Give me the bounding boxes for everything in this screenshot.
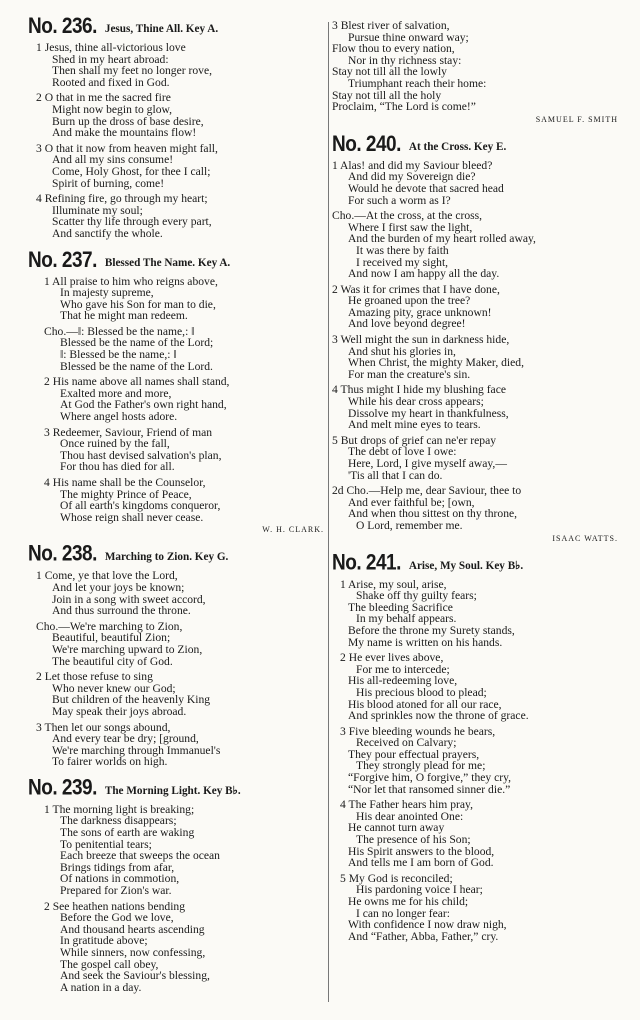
verse-line: And thousand hearts ascending xyxy=(60,922,205,936)
hymn-number: No. 239. xyxy=(28,776,97,801)
author-attribution: SAMUEL F. SMITH xyxy=(535,114,618,124)
verse-line: 3 Well might the sun in darkness hide, xyxy=(332,333,510,347)
verse-line: Might now begin to glow, xyxy=(52,102,173,116)
verse-line: That he might man redeem. xyxy=(60,309,188,323)
stanza xyxy=(28,326,324,372)
verse-line: At God the Father's own right hand, xyxy=(60,398,227,412)
verse-line: 2d Cho.—Help me, dear Saviour, thee to xyxy=(332,484,522,498)
verse-line: 1 All praise to him who reigns above, xyxy=(44,274,218,288)
left-column xyxy=(28,16,324,1003)
stanza xyxy=(28,427,324,473)
verse-line: 3 Blest river of salvation, xyxy=(332,19,450,32)
stanza xyxy=(332,726,618,796)
verse-line: 4 The Father hears him pray, xyxy=(340,798,473,812)
stanza xyxy=(28,143,324,189)
stanza xyxy=(332,873,618,943)
verse-line: 3 Five bleeding wounds he bears, xyxy=(340,724,496,738)
verse-line: Whose reign shall never cease. xyxy=(60,510,204,524)
verse-line: Who gave his Son for man to die, xyxy=(60,297,216,311)
verse-line: Of all earth's kingdoms conqueror, xyxy=(60,499,221,513)
verse-line: Cho.—At the cross, at the cross, xyxy=(332,209,483,223)
stanza xyxy=(332,20,618,113)
verse-line: Then shall my feet no longer rove, xyxy=(52,64,213,78)
verse-line: Each breeze that sweeps the ocean xyxy=(60,849,220,863)
verse-line: The darkness disappears; xyxy=(60,814,177,828)
verse-line: Shake off thy guilty fears; xyxy=(356,589,477,603)
verse-line: 2 His name above all names shall stand, xyxy=(44,375,230,389)
verse-line: And when thou sittest on thy throne, xyxy=(348,507,518,521)
verse-line: For me to intercede; xyxy=(356,662,450,676)
verse-line: Before the God we love, xyxy=(60,911,174,925)
author-attribution: W. H. CLARK. xyxy=(262,525,324,535)
verse-line: “Forgive him, O forgive,” they cry, xyxy=(348,771,512,785)
verse-line: Amazing pity, grace unknown! xyxy=(348,305,492,319)
verse-line: In majesty supreme, xyxy=(60,286,154,300)
stanza xyxy=(332,284,618,330)
verse-line: 2 He ever lives above, xyxy=(340,651,444,665)
verse-line: Cho.—‖: Blessed be the name,: ‖ xyxy=(44,324,195,338)
verse-line: Rooted and fixed in God. xyxy=(52,75,170,89)
verse-line: Join in a song with sweet accord, xyxy=(52,592,206,606)
hymn-title: Arise, My Soul. Key B♭. xyxy=(408,559,524,572)
verse-line: With confidence I now draw nigh, xyxy=(348,918,507,932)
verse-line: Beautiful, beautiful Zion; xyxy=(52,631,171,645)
verse-line: Cho.—We're marching to Zion, xyxy=(36,619,183,633)
verse-line: When Christ, the mighty Maker, died, xyxy=(348,356,524,370)
hymn-header xyxy=(28,247,324,272)
verse-line: Flow thou to every nation, xyxy=(332,42,455,56)
verse-line: 3 Redeemer, Saviour, Friend of man xyxy=(44,425,213,439)
verse-line: Blessed be the name of the Lord; xyxy=(60,336,214,350)
hymn-number: No. 240. xyxy=(332,132,401,157)
verse-line: The mighty Prince of Peace, xyxy=(60,487,192,501)
verse-line: Pursue thine onward way; xyxy=(348,30,469,44)
verse-line: And sanctify the whole. xyxy=(52,226,163,240)
stanza xyxy=(28,42,324,88)
verse-line: O Lord, remember me. xyxy=(356,518,463,532)
verse-line: Received on Calvary; xyxy=(356,736,457,750)
verse-line: 2 O that in me the sacred fire xyxy=(36,91,171,105)
verse-line: His blood atoned for all our race, xyxy=(348,697,502,711)
hymn-header xyxy=(332,134,618,156)
author-attribution: ISAAC WATTS. xyxy=(552,533,618,543)
verse-line: The sons of earth are waking xyxy=(60,826,195,840)
stanza xyxy=(28,722,324,768)
verse-line: 1 Alas! and did my Saviour bleed? xyxy=(332,158,493,172)
verse-line: Illuminate my soul; xyxy=(52,203,143,217)
verse-line: And shut his glories in, xyxy=(348,344,456,358)
hymn-header xyxy=(28,544,324,566)
verse-line: Scatter thy life through every part, xyxy=(52,215,212,229)
verse-line: He groaned upon the tree? xyxy=(348,294,471,308)
hymn xyxy=(332,20,618,124)
verse-line: Prepared for Zion's war. xyxy=(60,884,172,898)
verse-line: His Spirit answers to the blood, xyxy=(348,844,495,858)
verse-line: He owns me for his child; xyxy=(348,895,469,908)
stanza xyxy=(332,435,618,481)
stanza xyxy=(332,799,618,869)
stanza xyxy=(28,193,324,239)
verse-line: 2 Was it for crimes that I have done, xyxy=(332,282,500,296)
verse-line: The beautiful city of God. xyxy=(52,654,173,668)
verse-line: 1 The morning light is breaking; xyxy=(44,802,195,816)
verse-line: “Nor let that ransomed sinner die.” xyxy=(348,782,511,796)
hymn xyxy=(28,778,324,994)
verse-line: 5 But drops of grief can ne'er repay xyxy=(332,433,497,447)
hymn-title: Blessed The Name. Key A. xyxy=(104,256,231,269)
verse-line: I can no longer fear: xyxy=(356,906,450,920)
stanza xyxy=(28,621,324,667)
verse-line: Would he devote that sacred head xyxy=(348,181,504,195)
verse-line: It was there by faith xyxy=(356,243,449,257)
verse-line: May speak their joys abroad. xyxy=(52,704,187,718)
hymn-header xyxy=(332,550,618,576)
verse-line: 1 Jesus, thine all-victorious love xyxy=(36,41,186,54)
verse-line: Stay not till all the lowly xyxy=(332,65,447,79)
verse-line: Exalted more and more, xyxy=(60,386,172,400)
hymn-title: Marching to Zion. Key G. xyxy=(104,551,229,564)
verse-line: And make the mountains flow! xyxy=(52,126,197,140)
verse-line: Of nations in commotion, xyxy=(60,872,180,886)
verse-line: 1 Come, ye that love the Lord, xyxy=(36,569,178,583)
verse-line: Shed in my heart abroad: xyxy=(52,52,169,66)
verse-line: For man the creature's sin. xyxy=(348,367,471,381)
verse-line: Blessed be the name of the Lord. xyxy=(60,359,213,373)
verse-line: The bleeding Sacrifice xyxy=(348,600,453,614)
stanza xyxy=(28,671,324,717)
verse-line: In my behalf appears. xyxy=(356,612,457,626)
stanza xyxy=(28,901,324,994)
hymn-header xyxy=(28,16,324,38)
verse-line: 3 O that it now from heaven might fall, xyxy=(36,141,218,155)
verse-line: And tells me I am born of God. xyxy=(348,856,494,870)
stanza xyxy=(28,477,324,523)
verse-line: A nation in a day. xyxy=(60,980,142,994)
hymn-header xyxy=(28,778,324,800)
hymn xyxy=(28,247,324,535)
right-column xyxy=(332,16,618,952)
verse-line: But children of the heavenly King xyxy=(52,693,211,707)
verse-line: 4 Thus might I hide my blushing face xyxy=(332,383,506,397)
hymn-title: Jesus, Thine All. Key A. xyxy=(104,23,219,35)
verse-line: Dissolve my heart in thankfulness, xyxy=(348,406,509,420)
verse-line: The presence of his Son; xyxy=(356,833,471,847)
verse-line: Where I first saw the light, xyxy=(348,220,473,234)
verse-line: ‖: Blessed be the name,: ‖ xyxy=(60,348,177,362)
stanza xyxy=(28,92,324,138)
verse-line: His all-redeeming love, xyxy=(348,674,458,688)
verse-line: Who never knew our God; xyxy=(52,681,176,695)
stanza xyxy=(332,485,618,531)
verse-line: Before the throne my Surety stands, xyxy=(348,623,515,637)
stanza xyxy=(28,376,324,422)
hymn-title: At the Cross. Key E. xyxy=(408,140,507,153)
verse-line: We're marching through Immanuel's xyxy=(52,743,221,757)
verse-line: He cannot turn away xyxy=(348,821,445,835)
verse-line: Brings tidings from afar, xyxy=(60,860,175,874)
verse-line: 1 Arise, my soul, arise, xyxy=(340,577,447,591)
verse-line: Once ruined by the fall, xyxy=(60,437,170,451)
verse-line: And melt mine eyes to tears. xyxy=(348,418,481,432)
verse-line: Where angel hosts adore. xyxy=(60,410,178,424)
verse-line: The debt of love I owe: xyxy=(348,445,457,459)
hymn xyxy=(28,16,324,240)
verse-line: And all my sins consume! xyxy=(52,153,174,167)
verse-line: 4 Refining fire, go through my heart; xyxy=(36,192,208,206)
verse-line: Thou hast devised salvation's plan, xyxy=(60,448,222,462)
stanza xyxy=(332,210,618,280)
stanza xyxy=(28,570,324,616)
hymn-title: The Morning Light. Key B♭. xyxy=(104,784,241,797)
verse-line: 4 His name shall be the Counselor, xyxy=(44,476,206,489)
verse-line: They strongly plead for me; xyxy=(356,759,486,773)
verse-line: Triumphant reach their home: xyxy=(348,76,487,90)
verse-line: Proclaim, “The Lord is come!” xyxy=(332,100,476,114)
stanza xyxy=(332,384,618,430)
verse-line: My name is written on his hands. xyxy=(348,635,503,649)
verse-line: 'Tis all that I can do. xyxy=(348,468,443,482)
stanza xyxy=(332,160,618,206)
verse-line: And now I am happy all the day. xyxy=(348,267,500,281)
verse-line: And ever faithful be; [own, xyxy=(348,495,475,509)
verse-line: And “Father, Abba, Father,” cry. xyxy=(348,929,499,943)
verse-line: 2 See heathen nations bending xyxy=(44,899,186,913)
hymn-number: No. 241. xyxy=(332,550,401,576)
verse-line: And seek the Saviour's blessing, xyxy=(60,969,210,983)
verse-line: Nor in thy richness stay: xyxy=(348,53,462,67)
hymn-number: No. 236. xyxy=(28,14,97,39)
verse-line: And sprinkles now the throne of grace. xyxy=(348,709,529,723)
verse-line: They pour effectual prayers, xyxy=(348,747,480,761)
verse-line: And the burden of my heart rolled away, xyxy=(348,232,536,246)
verse-line: 2 Let those refuse to sing xyxy=(36,670,153,684)
stanza xyxy=(332,579,618,649)
verse-line: His precious blood to plead; xyxy=(356,685,487,699)
hymn xyxy=(332,550,618,943)
verse-line: We're marching upward to Zion, xyxy=(52,642,203,656)
verse-line: And love beyond degree! xyxy=(348,317,466,331)
stanza xyxy=(332,334,618,380)
hymn xyxy=(332,134,618,543)
stanza xyxy=(28,276,324,322)
verse-line: Spirit of burning, come! xyxy=(52,176,165,190)
verse-line: While sinners, now confessing, xyxy=(60,946,206,959)
verse-line: For thou has died for all. xyxy=(60,460,175,474)
hymn-number: No. 238. xyxy=(28,542,97,567)
verse-line: I received my sight, xyxy=(356,255,449,269)
verse-line: Here, Lord, I give myself away,— xyxy=(348,457,507,470)
verse-line: And did my Sovereign die? xyxy=(348,170,476,184)
verse-line: The gospel call obey, xyxy=(60,957,159,971)
verse-line: Stay not till all the holy xyxy=(332,88,442,102)
verse-line: And every tear be dry; [ground, xyxy=(52,732,199,746)
hymn-number: No. 237. xyxy=(28,247,97,272)
hymn xyxy=(28,544,324,768)
verse-line: To penitential tears; xyxy=(60,837,152,851)
verse-line: For such a worm as I? xyxy=(348,193,451,207)
stanza xyxy=(28,804,324,897)
column-divider xyxy=(328,22,329,1002)
verse-line: And thus surround the throne. xyxy=(52,604,191,618)
stanza xyxy=(332,652,618,722)
verse-line: Come, Holy Ghost, for thee I call; xyxy=(52,164,211,178)
verse-line: Burn up the dross of base desire, xyxy=(52,114,204,128)
verse-line: And let your joys be known; xyxy=(52,580,185,594)
verse-line: To fairer worlds on high. xyxy=(52,755,168,769)
verse-line: His pardoning voice I hear; xyxy=(356,883,483,897)
verse-line: 5 My God is reconciled; xyxy=(340,871,453,885)
verse-line: While his dear cross appears; xyxy=(348,395,484,409)
verse-line: His dear anointed One: xyxy=(356,809,464,823)
verse-line: In gratitude above; xyxy=(60,934,148,948)
verse-line: 3 Then let our songs abound, xyxy=(36,720,171,734)
